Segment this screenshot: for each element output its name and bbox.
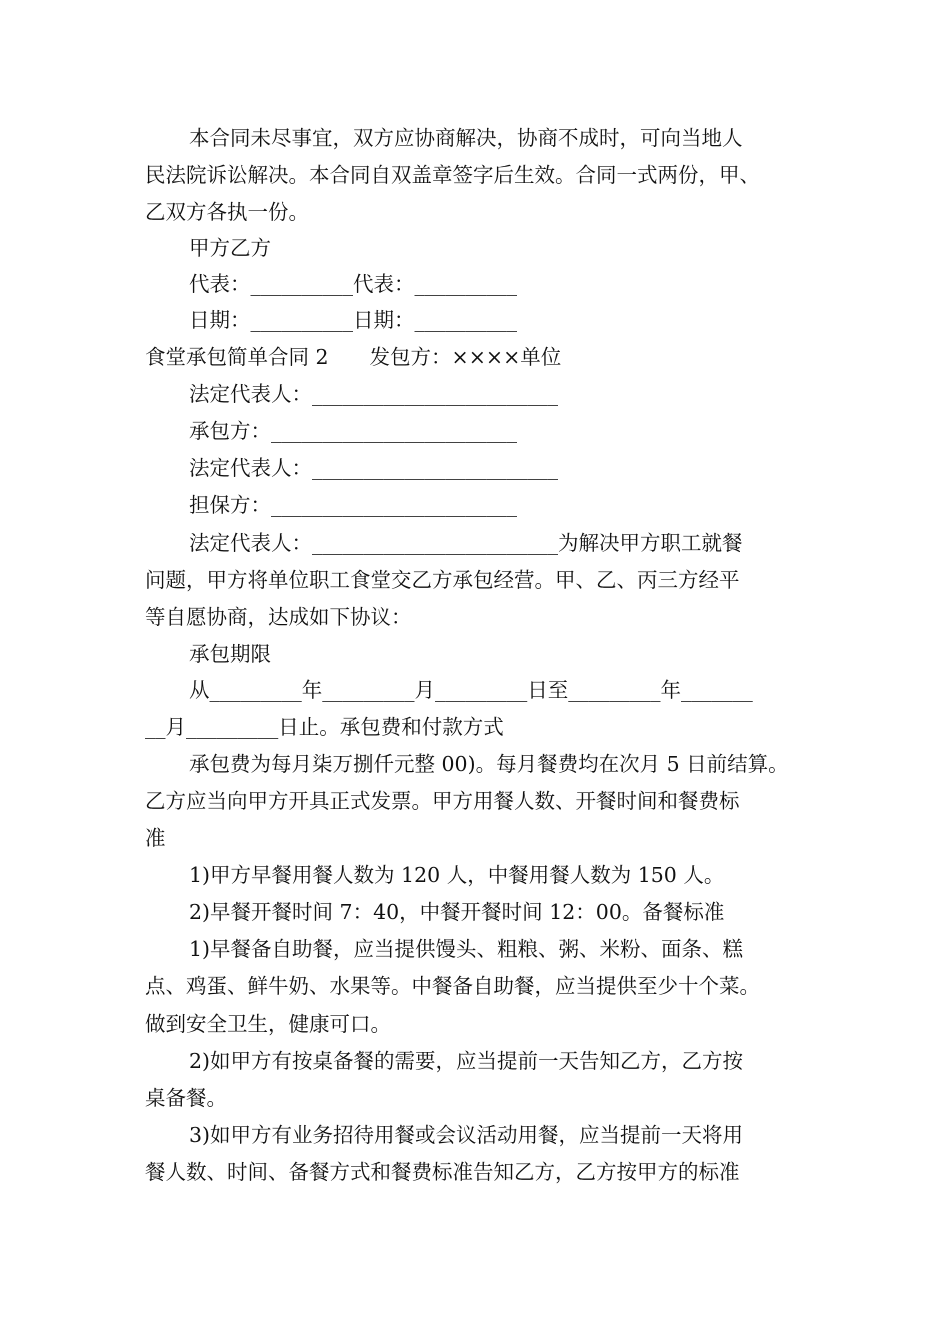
paragraph-line: 准 xyxy=(145,826,166,850)
legal-representative-line: 法定代表人：________________________为解决甲方职工就餐 xyxy=(189,531,743,555)
list-item: 1)早餐备自助餐，应当提供馒头、粗粮、粥、米粉、面条、糕 xyxy=(189,937,744,961)
guarantor-line: 担保方：________________________ xyxy=(189,493,517,517)
section-heading: 承包期限 xyxy=(189,642,271,666)
paragraph-line: 做到安全卫生，健康可口。 xyxy=(145,1012,391,1036)
legal-representative-line: 法定代表人：________________________ xyxy=(189,382,558,406)
list-item: 2)早餐开餐时间 7：40，中餐开餐时间 12：00。备餐标准 xyxy=(189,900,725,924)
paragraph-line: 承包费为每月柒万捌仟元整 00)。每月餐费均在次月 5 日前结算。 xyxy=(189,752,789,776)
paragraph-line: 本合同未尽事宜，双方应协商解决，协商不成时，可向当地人 xyxy=(189,126,743,150)
term-line: 从_________年_________月_________日至_________年_______ xyxy=(189,678,753,702)
signatory-heading: 甲方乙方 xyxy=(189,236,271,260)
paragraph-line: 餐人数、时间、备餐方式和餐费标准告知乙方，乙方按甲方的标准 xyxy=(145,1160,740,1184)
representative-line: 代表：__________代表：__________ xyxy=(189,272,517,296)
paragraph-line: 桌备餐。 xyxy=(145,1086,227,1110)
paragraph-line: 乙双方各执一份。 xyxy=(145,200,309,224)
contract-title-line: 食堂承包简单合同 2 发包方：××××单位 xyxy=(145,345,562,369)
legal-representative-line: 法定代表人：________________________ xyxy=(189,456,558,480)
paragraph-line: 问题，甲方将单位职工食堂交乙方承包经营。甲、乙、丙三方经平 xyxy=(145,568,740,592)
contractor-line: 承包方：________________________ xyxy=(189,419,517,443)
paragraph-line: 等自愿协商，达成如下协议： xyxy=(145,605,412,629)
date-line: 日期：__________日期：__________ xyxy=(189,308,517,332)
list-item: 2)如甲方有按桌备餐的需要，应当提前一天告知乙方，乙方按 xyxy=(189,1049,744,1073)
list-item: 3)如甲方有业务招待用餐或会议活动用餐，应当提前一天将用 xyxy=(189,1123,744,1147)
list-item: 1)甲方早餐用餐人数为 120 人，中餐用餐人数为 150 人。 xyxy=(189,863,725,887)
paragraph-line: 乙方应当向甲方开具正式发票。甲方用餐人数、开餐时间和餐费标 xyxy=(145,789,740,813)
paragraph-line: 民法院诉讼解决。本合同自双盖章签字后生效。合同一式两份，甲、 xyxy=(145,163,760,187)
paragraph-line: 点、鸡蛋、鲜牛奶、水果等。中餐备自助餐，应当提供至少十个菜。 xyxy=(145,974,760,998)
term-line: __月_________日止。承包费和付款方式 xyxy=(145,715,504,739)
